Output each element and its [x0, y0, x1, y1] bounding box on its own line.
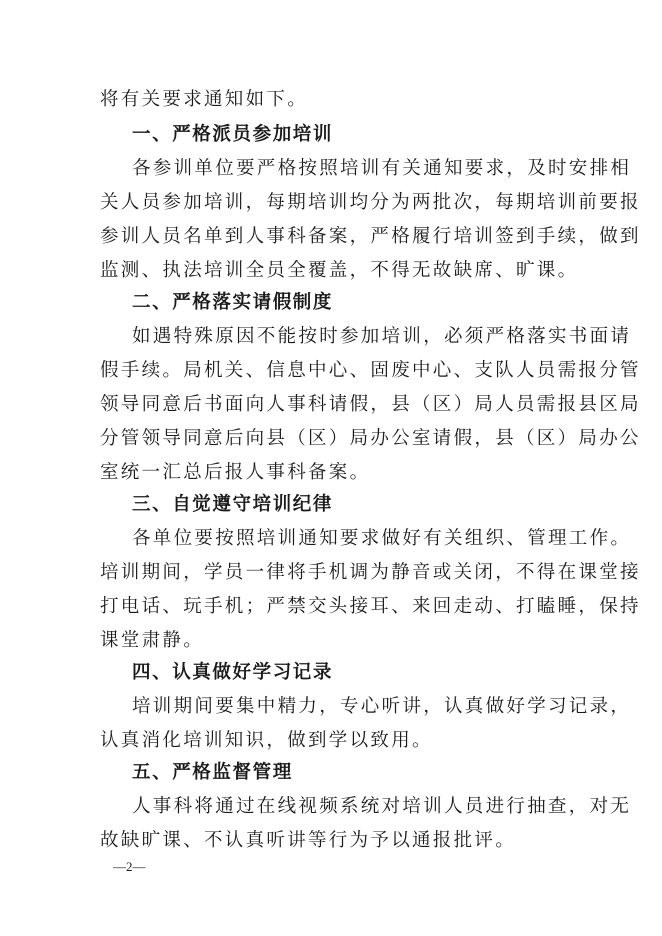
paragraph-line: 培训期间要集中精力，专心听讲，认真做好学习记录， [132, 696, 632, 717]
paragraph-line: 分管领导同意后向县（区）局办公室请假，县（区）局办公 [100, 428, 641, 449]
section-heading-5: 五、严格监督管理 [132, 762, 293, 783]
paragraph-line: 室统一汇总后报人事科备案。 [100, 462, 371, 483]
paragraph-line: 课堂肃静。 [100, 630, 205, 651]
paragraph-line: 各参训单位要严格按照培训有关通知要求，及时安排相 [132, 158, 632, 179]
paragraph-line: 故缺旷课、不认真听讲等行为予以通报批评。 [100, 830, 517, 851]
section-heading-2: 二、严格落实请假制度 [132, 292, 334, 313]
paragraph-line: 培训期间，学员一律将手机调为静音或关闭，不得在课堂接 [100, 562, 641, 583]
paragraph-line: 监测、执法培训全员全覆盖，不得无故缺席、旷课。 [100, 260, 579, 281]
section-heading-4: 四、认真做好学习记录 [132, 662, 334, 683]
paragraph-line: 如遇特殊原因不能按时参加培训，必须严格落实书面请 [132, 326, 632, 347]
paragraph-line: 打电话、玩手机；严禁交头接耳、来回走动、打瞌睡，保持 [100, 596, 641, 617]
section-heading-1: 一、严格派员参加培训 [132, 124, 334, 145]
paragraph-line: 参训人员名单到人事科备案，严格履行培训签到手续，做到 [100, 226, 641, 247]
page-number: —2— [113, 859, 146, 874]
paragraph-line: 领导同意后书面向人事科请假，县（区）局人员需报县区局 [100, 394, 641, 415]
paragraph-line: 认真消化培训知识，做到学以致用。 [100, 730, 433, 751]
paragraph-line: 各单位要按照培训通知要求做好有关组织、管理工作。 [132, 528, 632, 549]
paragraph-line: 人事科将通过在线视频系统对培训人员进行抽查，对无 [132, 796, 632, 817]
intro-line: 将有关要求通知如下。 [100, 89, 309, 110]
paragraph-line: 关人员参加培训，每期培训均分为两批次，每期培训前要报 [100, 192, 641, 213]
section-heading-3: 三、自觉遵守培训纪律 [132, 494, 334, 515]
paragraph-line: 假手续。局机关、信息中心、固废中心、支队人员需报分管 [100, 360, 641, 381]
